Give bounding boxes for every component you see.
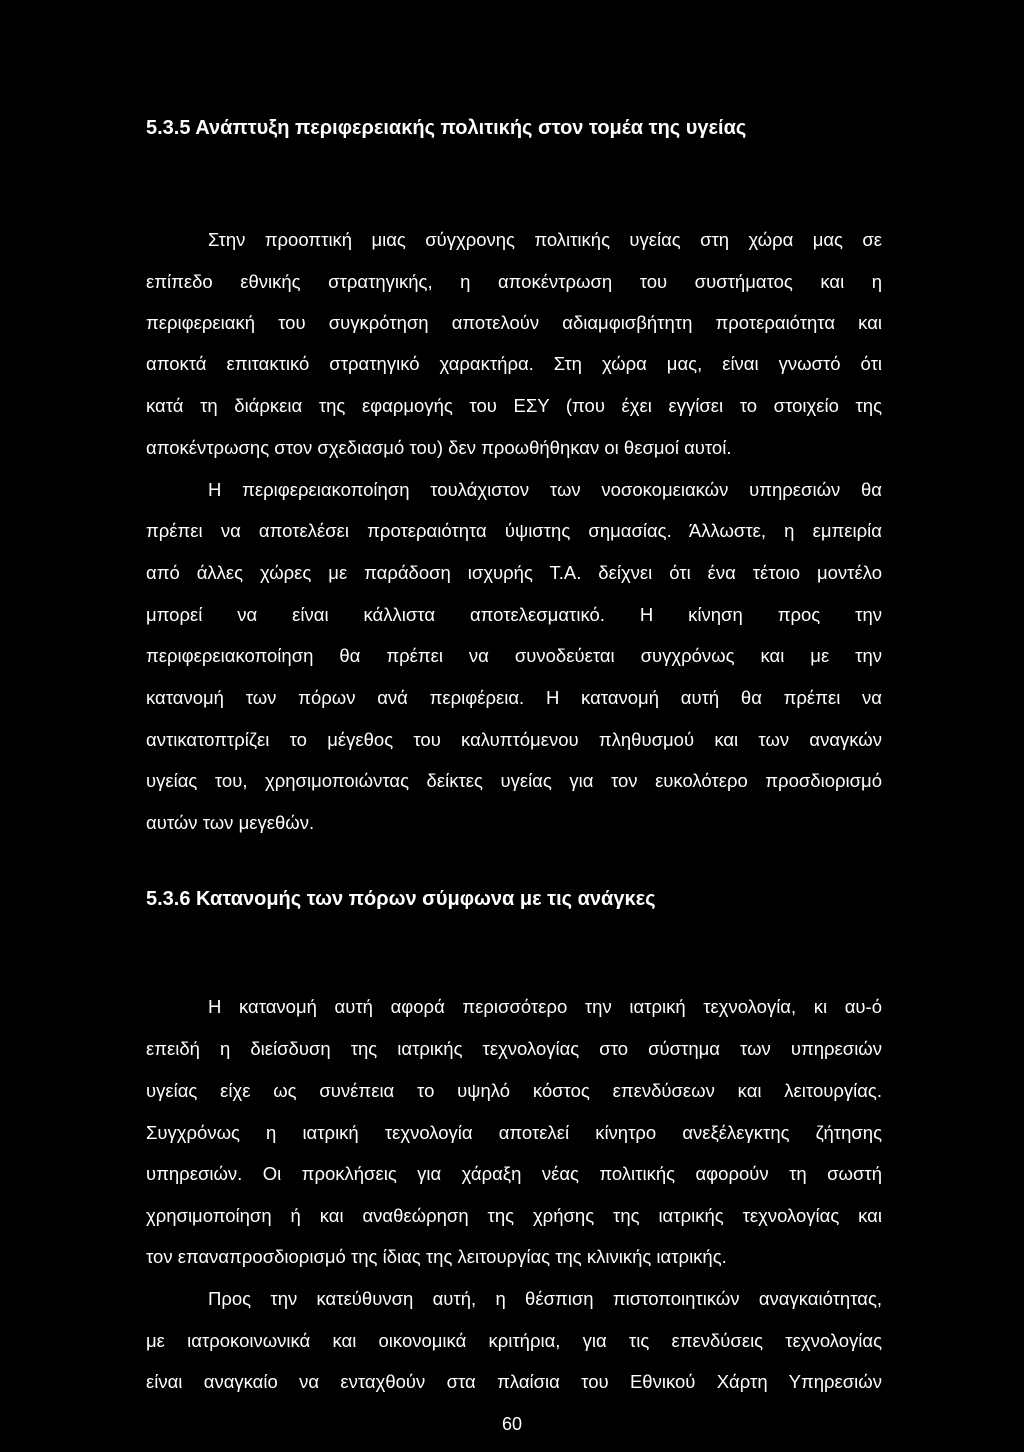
- page-number: 60: [501, 1414, 523, 1434]
- paragraph-line: επίπεδο εθνικής στρατηγικής, η αποκέντρωση του συστήματος και η: [146, 271, 882, 292]
- paragraph-line: είναι αναγκαίο να ενταχθούν στα πλαίσια του Εθνικού Χάρτη Υπηρεσιών: [146, 1371, 882, 1392]
- paragraph-line: από άλλες χώρες με παράδοση ισχυρής Τ.Α. δείχνει ότι ένα τέτοιο μοντέλο: [146, 562, 882, 583]
- paragraph-line: περιφερειακή του συγκρότηση αποτελούν αδιαμφισβήτητη προτεραιότητα και: [146, 312, 882, 333]
- paragraph-line: Στην προοπτική μιας σύγχρονης πολιτικής υγείας στη χώρα μας σε: [208, 229, 882, 250]
- paragraph-line: Η περιφερειακοποίηση τουλάχιστον των νοσοκομειακών υπηρεσιών θα: [208, 479, 882, 500]
- paragraph-line: περιφερειακοποίηση θα πρέπει να συνοδεύεται συγχρόνως και με την: [146, 645, 882, 666]
- paragraph-line: αποκτά επιτακτικό στρατηγικό χαρακτήρα. Στη χώρα μας, είναι γνωστό ότι: [146, 353, 882, 374]
- paragraph-line: χρησιμοποίηση ή και αναθεώρηση της χρήσης της ιατρικής τεχνολογίας και: [146, 1205, 882, 1226]
- paragraph-line: Συγχρόνως η ιατρική τεχνολογία αποτελεί κίνητρο ανεξέλεγκτης ζήτησης: [146, 1122, 882, 1143]
- paragraph-line: υγείας είχε ως συνέπεια το υψηλό κόστος επενδύσεων και λειτουργίας.: [146, 1080, 882, 1101]
- paragraph-line: με ιατροκοινωνικά και οικονομικά κριτήρια, για τις επενδύσεις τεχνολογίας: [146, 1330, 882, 1351]
- paragraph-line: Προς την κατεύθυνση αυτή, η θέσπιση πιστοποιητικών αναγκαιότητας,: [208, 1288, 882, 1309]
- paragraph-line: υγείας του, χρησιμοποιώντας δείκτες υγείας για τον ευκολότερο προσδιορισμό: [146, 770, 882, 791]
- section-heading-5-3-5: 5.3.5 Ανάπτυξη περιφερειακής πολιτικής στον τομέα της υγείας: [146, 117, 747, 139]
- paragraph-line: υπηρεσιών. Οι προκλήσεις για χάραξη νέας πολιτικής αφορούν τη σωστή: [146, 1163, 882, 1184]
- paragraph-line: μπορεί να είναι κάλλιστα αποτελεσματικό. Η κίνηση προς την: [146, 604, 882, 625]
- paragraph-line: αυτών των μεγεθών.: [146, 812, 315, 833]
- paragraph-line: αντικατοπτρίζει το μέγεθος του καλυπτόμενου πληθυσμού και των αναγκών: [146, 729, 882, 750]
- paragraph-line: Η κατανομή αυτή αφορά περισσότερο την ιατρική τεχνολογία, κι αυ-ό: [208, 996, 882, 1017]
- paragraph-line: κατά τη διάρκεια της εφαρμογής του ΕΣΥ (που έχει εγγίσει το στοιχείο της: [146, 395, 882, 416]
- section-heading-5-3-6: 5.3.6 Κατανομής των πόρων σύμφωνα με τις ανάγκες: [146, 888, 656, 910]
- paragraph-line: κατανομή των πόρων ανά περιφέρεια. Η κατανομή αυτή θα πρέπει να: [146, 687, 882, 708]
- paragraph-line: τον επαναπροσδιορισμό της ίδιας της λειτουργίας της κλινικής ιατρικής.: [146, 1246, 727, 1267]
- paragraph-line: πρέπει να αποτελέσει προτεραιότητα ύψιστης σημασίας. Άλλωστε, η εμπειρία: [146, 520, 882, 541]
- paragraph-line: αποκέντρωσης στον σχεδιασμό του) δεν προωθήθηκαν οι θεσμοί αυτοί.: [146, 437, 732, 458]
- paragraph-line: επειδή η διείσδυση της ιατρικής τεχνολογίας στο σύστημα των υπηρεσιών: [146, 1038, 882, 1059]
